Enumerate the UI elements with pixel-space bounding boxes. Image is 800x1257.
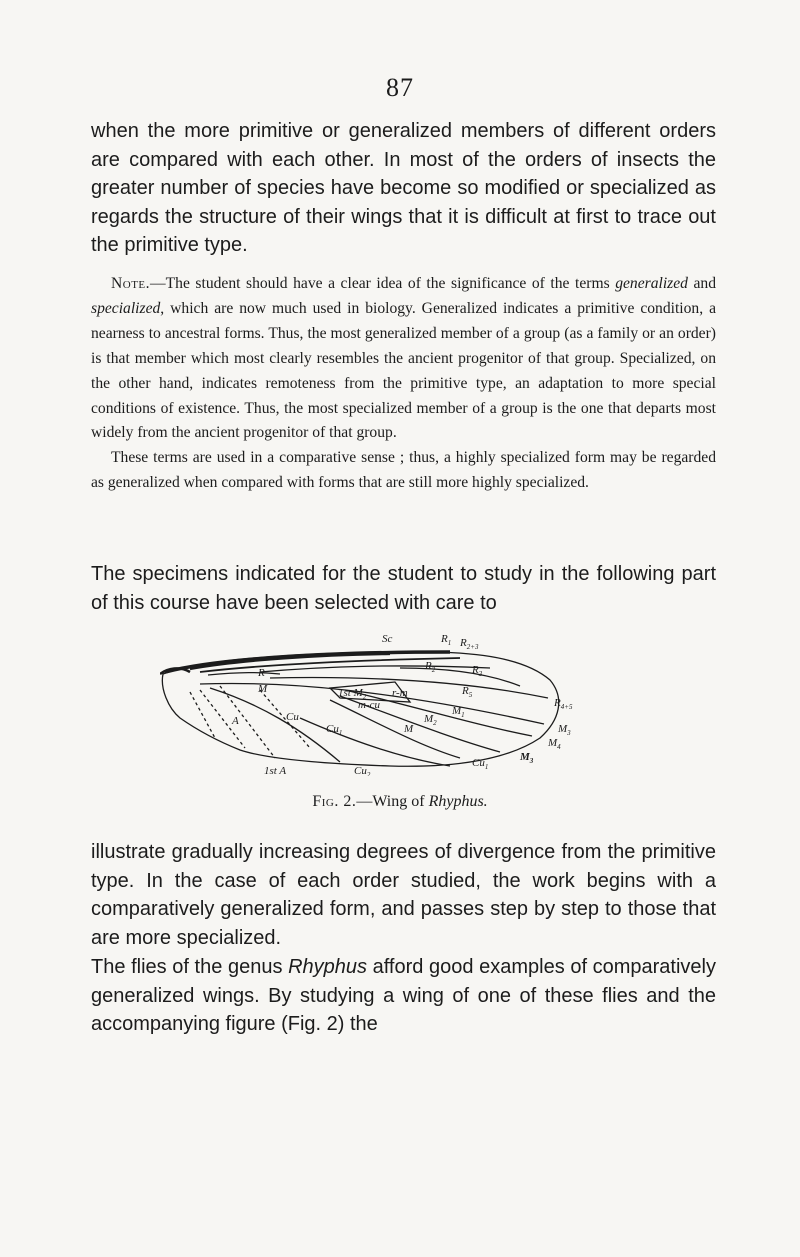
paragraph-rhyphus (91, 953, 716, 1039)
page-number: 87 (386, 73, 414, 102)
vein-m2 (345, 690, 532, 736)
paragraph-divergence: illustrate gradually increasing degrees of divergence from the primitive type. In the case of each order studied, the work begins with a comparatively generalized form, and passes step by step to those that are more specialized. (91, 841, 716, 949)
label-r2: $R_2$ (425, 660, 436, 674)
label-cu2: $Cu_2$ (354, 765, 371, 776)
wing-figure (160, 628, 630, 776)
note-paragraph (91, 272, 716, 446)
note-text-a: —The student should have a clear idea of the significance of the terms (150, 275, 616, 292)
label-m3: $M_3$ (558, 723, 571, 737)
note-text-b: and (687, 275, 717, 292)
label-m1: $M_1$ (452, 705, 465, 719)
para4-text-b: afford good examples of comparatively generalized wings. By studying a wing of one of these flies and the accompanying figure (Fig. 2) the (91, 956, 716, 1036)
vein-r3 (400, 668, 520, 686)
label-sc: Sc (382, 633, 393, 645)
paragraph-specimens: The specimens indicated for the student to study in the following part of this course have been selected with care to (91, 563, 716, 614)
label-cu1b: $Cu_1$ (472, 757, 489, 771)
label-mcu: m-cu (358, 699, 380, 711)
label-m2: $M_2$ (424, 713, 437, 727)
note-label: Note. (111, 275, 151, 292)
vein-m4 (330, 700, 460, 758)
label-first-a: 1st A (264, 765, 287, 776)
vein-axillary (190, 692, 215, 738)
para4-text-a: The flies of the genus (91, 956, 289, 978)
label-m3b: $M_3$ (520, 751, 534, 765)
term-generalized: generalized (615, 275, 688, 292)
term-specialized: specialized (91, 299, 161, 317)
figure-caption (0, 793, 800, 811)
paragraph-intro: when the more primitive or generalized members of different orders are compared with each other. In most of the orders of insects the greater number of species have become so modified or specialized as regards the structure of their wings that it is difficult at first to trace out the primitive type. (91, 120, 716, 257)
note-block (91, 272, 716, 496)
genus-rhyphus: Rhyphus (288, 956, 367, 978)
label-m: M (258, 683, 268, 695)
vein-anal-2 (220, 686, 275, 758)
caption-text: —Wing of (356, 793, 429, 810)
caption-genus: Rhyphus. (428, 793, 488, 810)
label-a: A (232, 715, 239, 727)
label-r45: $R_{4+5}$ (554, 697, 573, 711)
vein-r-base (208, 673, 280, 675)
label-m4b: M (404, 723, 414, 735)
label-first-m2: 1st $M_2$ (338, 687, 367, 701)
vein-m (200, 683, 345, 690)
label-r1: $R_1$ (441, 633, 452, 647)
label-r23: $R_{2+3}$ (460, 637, 479, 651)
vein-cu1 (300, 718, 450, 766)
vein-cu (210, 688, 343, 762)
note-paragraph-2: These terms are used in a comparative sense ; thus, a highly specialized form may be regarded as generalized when compared with forms that are still more highly specialized. (91, 449, 716, 492)
label-r3: $R_3$ (472, 664, 483, 678)
label-r: R (258, 667, 265, 679)
label-rm: r-m (392, 687, 408, 699)
label-cu: Cu (286, 711, 299, 723)
caption-label: Fig. 2. (312, 793, 357, 810)
label-m4: $M_4$ (548, 737, 561, 751)
label-cu1: $Cu_1$ (326, 723, 343, 737)
wing-diagram (160, 628, 630, 776)
note-text-c: , which are now much used in biology. Generalized indicates a primitive condition, a nearness to ancestral forms. Thus, the most generalized member of a group (as a family or an order) is that member which most clearly resembles the ancient progenitor of that group. Specialized, on the other hand, indicates remoteness from the primitive type, an adaptation to more special conditions of existence. Thus, the most specialized member of a group is the one that departs most widely from the ancient progenitor of that group. (91, 299, 716, 442)
label-r5: $R_5$ (462, 685, 473, 699)
